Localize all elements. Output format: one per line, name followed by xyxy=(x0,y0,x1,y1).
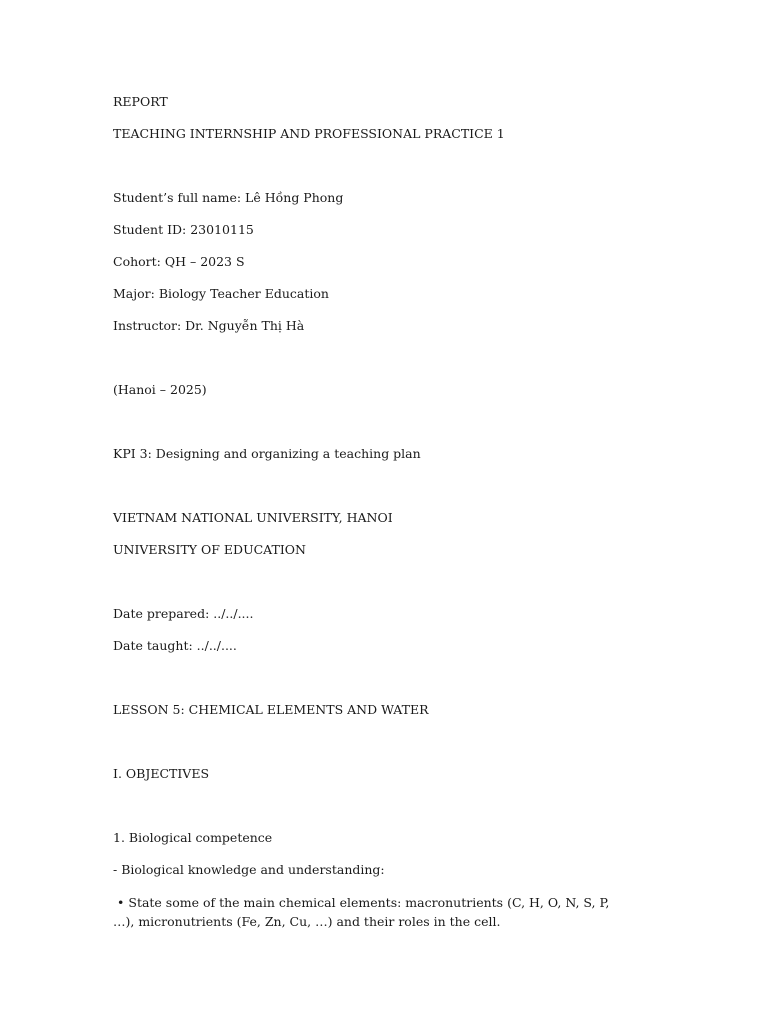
bullet-icon: • xyxy=(117,895,125,910)
objective-bullet-text: State some of the main chemical elements: macronutrients (C, H, O, N, S, P, …), micronutrients (Fe, Zn, Cu, …) and their roles in the cell. xyxy=(113,895,610,929)
competence-subheading: 1. Biological competence xyxy=(113,830,273,845)
place-date: (Hanoi – 2025) xyxy=(113,382,207,397)
lesson-title: LESSON 5: CHEMICAL ELEMENTS AND WATER xyxy=(113,702,429,717)
kpi-line: KPI 3: Designing and organizing a teaching plan xyxy=(113,446,421,461)
student-full-name: Student’s full name: Lê Hồng Phong xyxy=(113,190,344,205)
date-prepared: Date prepared: ../../.... xyxy=(113,606,254,621)
instructor-name: Instructor: Dr. Nguyễn Thị Hà xyxy=(113,318,305,333)
objective-bullet-item xyxy=(113,893,633,931)
student-cohort: Cohort: QH – 2023 S xyxy=(113,254,245,269)
knowledge-label: - Biological knowledge and understanding: xyxy=(113,862,385,877)
student-major: Major: Biology Teacher Education xyxy=(113,286,329,301)
student-id: Student ID: 23010115 xyxy=(113,222,254,237)
date-taught: Date taught: ../../.... xyxy=(113,638,237,653)
course-title: TEACHING INTERNSHIP AND PROFESSIONAL PRACTICE 1 xyxy=(113,126,505,141)
objectives-heading: I. OBJECTIVES xyxy=(113,766,210,781)
university-name: VIETNAM NATIONAL UNIVERSITY, HANOI xyxy=(113,510,393,525)
school-name: UNIVERSITY OF EDUCATION xyxy=(113,542,306,557)
report-label: REPORT xyxy=(113,94,168,109)
